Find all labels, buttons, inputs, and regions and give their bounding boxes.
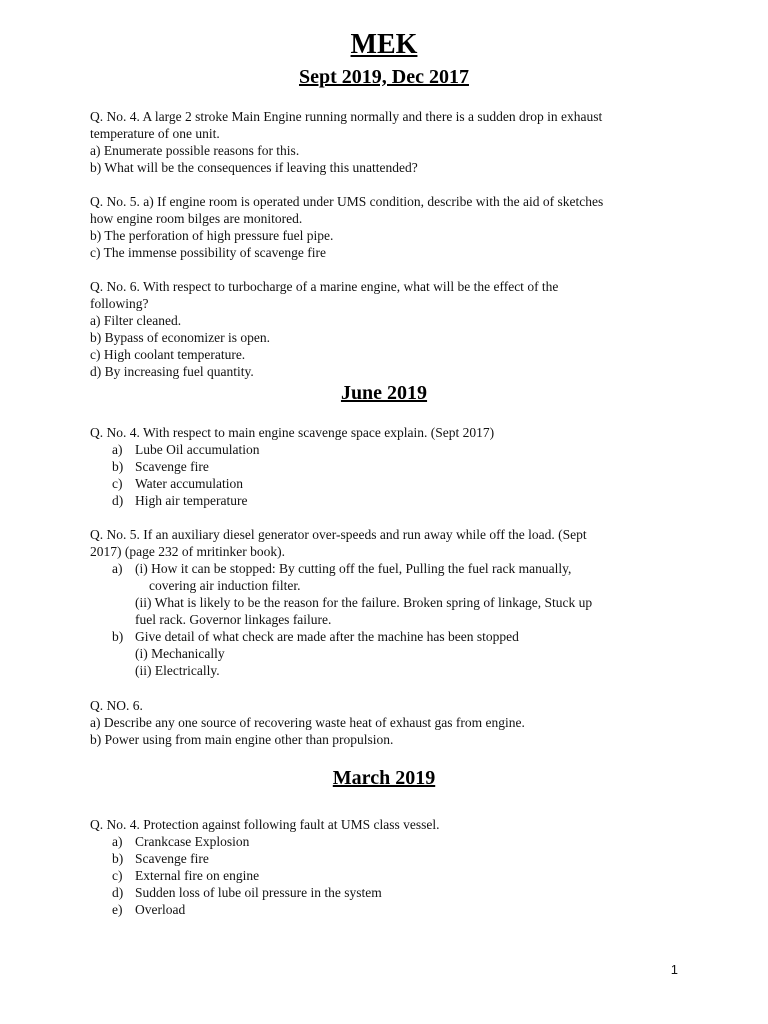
question-stem: Q. No. 4. Protection against following fault at UMS class vessel. [90, 817, 440, 832]
question-stem: Q. No. 4. With respect to main engine scavenge space explain. (Sept 2017) [90, 425, 495, 440]
list-marker: b) [112, 629, 124, 644]
list-item [90, 458, 690, 475]
answer-line: (ii) What is likely to be the reason for the failure. Broken spring of linkage, Stuck up [135, 595, 593, 610]
list-marker: a) [112, 834, 123, 849]
question-stem: how engine room bilges are monitored. [90, 211, 303, 226]
list-item-text: Sudden loss of lube oil pressure in the system [135, 885, 382, 900]
list-item [90, 850, 690, 867]
list-item [90, 628, 690, 679]
list-marker: a) [112, 442, 123, 457]
list-marker: c) [112, 476, 123, 491]
question-block [90, 278, 690, 380]
question-block [90, 108, 690, 176]
question-stem: following? [90, 296, 149, 311]
question-item: b) Power using from main engine other than propulsion. [90, 732, 394, 747]
list-marker: a) [112, 561, 123, 576]
question-stem: 2017) (page 232 of mritinker book). [90, 544, 285, 559]
list-marker: c) [112, 868, 123, 883]
question-stem: Q. NO. 6. [90, 698, 143, 713]
list-item [90, 867, 690, 884]
question-stem: temperature of one unit. [90, 126, 220, 141]
answer-line: covering air induction filter. [149, 578, 301, 593]
list-item-text: Scavenge fire [135, 851, 209, 866]
question-item: b) Bypass of economizer is open. [90, 330, 270, 345]
list-item-text: Give detail of what check are made after the machine has been stopped [135, 629, 519, 644]
list-marker: b) [112, 459, 124, 474]
answer-line: fuel rack. Governor linkages failure. [135, 612, 332, 627]
document-title: MEK [350, 29, 418, 60]
list-item-text: Lube Oil accumulation [135, 442, 260, 457]
list-item [90, 560, 690, 628]
list-item [90, 441, 690, 458]
list-item [90, 901, 690, 918]
question-block [90, 697, 690, 748]
question-stem: Q. No. 5. a) If engine room is operated under UMS condition, describe with the aid of sketches [90, 194, 604, 209]
sub-item: (i) Mechanically [135, 646, 225, 661]
list-item-text: External fire on engine [135, 868, 260, 883]
sub-item: (ii) Electrically. [135, 663, 220, 678]
question-item: d) By increasing fuel quantity. [90, 364, 254, 379]
list-marker: d) [112, 885, 124, 900]
section-heading-march-2019: March 2019 [332, 767, 436, 789]
question-block [90, 193, 690, 261]
question-block [90, 816, 690, 918]
question-item: a) Enumerate possible reasons for this. [90, 143, 300, 158]
answer-line: (i) How it can be stopped: By cutting off the fuel, Pulling the fuel rack manually, [135, 561, 572, 576]
question-item: b) What will be the consequences if leaving this unattended? [90, 160, 418, 175]
question-item: a) Describe any one source of recovering waste heat of exhaust gas from engine. [90, 715, 525, 730]
question-item: c) The immense possibility of scavenge fire [90, 245, 326, 260]
list-marker: d) [112, 493, 124, 508]
list-item-text: High air temperature [135, 493, 248, 508]
question-stem: Q. No. 6. With respect to turbocharge of a marine engine, what will be the effect of the [90, 279, 559, 294]
list-marker: e) [112, 902, 123, 917]
list-item [90, 475, 690, 492]
question-item: a) Filter cleaned. [90, 313, 182, 328]
list-item-text: Scavenge fire [135, 459, 209, 474]
section-heading-sept-2019: Sept 2019, Dec 2017 [299, 66, 469, 88]
question-block [90, 424, 690, 509]
list-item [90, 884, 690, 901]
list-item-text: Overload [135, 902, 186, 917]
question-stem: Q. No. 5. If an auxiliary diesel generator over-speeds and run away while off the load. (Sept [90, 527, 587, 542]
question-item: b) The perforation of high pressure fuel pipe. [90, 228, 334, 243]
question-item: c) High coolant temperature. [90, 347, 246, 362]
question-block [90, 526, 690, 679]
list-item-text: Crankcase Explosion [135, 834, 250, 849]
list-item-text: Water accumulation [135, 476, 243, 491]
list-marker: b) [112, 851, 124, 866]
list-item [90, 833, 690, 850]
list-item [90, 492, 690, 509]
page-number: 1 [670, 962, 678, 977]
question-stem: Q. No. 4. A large 2 stroke Main Engine running normally and there is a sudden drop in exhaust [90, 109, 603, 124]
section-heading-june-2019: June 2019 [340, 382, 428, 404]
